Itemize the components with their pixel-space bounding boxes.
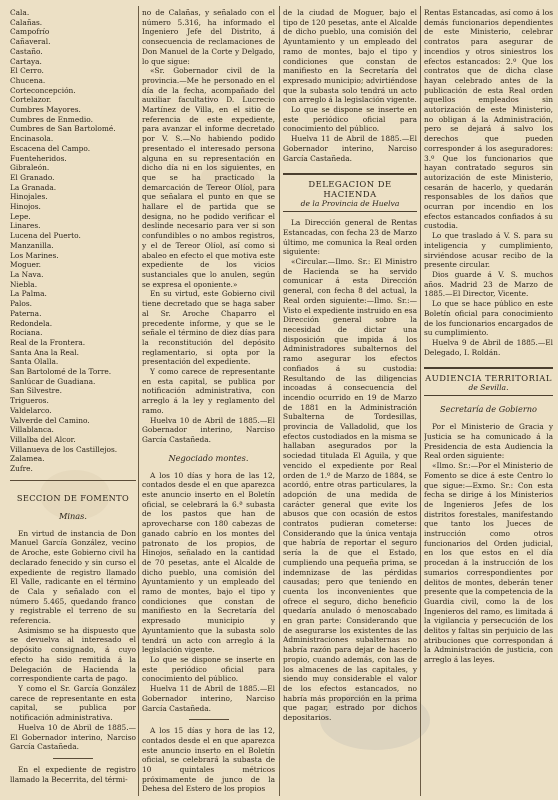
divider	[10, 480, 136, 481]
list-item: Gibraleón.	[10, 163, 50, 173]
subsection-title: Negociado montes.	[168, 452, 249, 463]
paragraph: En su virtud, este Gobierno civil tiene decretado que se haga saber al Sr. Aroche Chaparro el precedente informe, y que se le señale el término de diez días para la reconstitución del depósito reglamentario, si opta por la presentación del expediente.	[142, 289, 275, 367]
list-item: Cala.	[10, 8, 30, 17]
column-3	[283, 8, 417, 796]
list-item: Valverde del Camino.	[10, 415, 90, 425]
paragraph: Y como carece de representante en esta capital, se publica por notificación administrativa, con arreglo á la ley y reglamento del ramo.	[142, 367, 275, 415]
list-item: Palos.	[10, 299, 33, 309]
subsection-title: Secretaría de Gobierno	[440, 404, 537, 415]
paragraph: Lo que traslado á V. S. para su inteligencia y cumplimiento, sirviéndose acusar recibo de la presente circular.	[424, 231, 553, 270]
column-1	[10, 8, 136, 796]
list-item: Hinojales.	[10, 192, 48, 202]
subsection-title: Minas.	[59, 510, 87, 521]
list-item: Manzanilla.	[10, 240, 54, 250]
divider	[189, 719, 229, 720]
list-item: Fuenteheridos.	[10, 153, 67, 163]
paragraph: A los 10 días y hora de las 12, contados desde el en que aparezca este anuncio inserto en el Boletín oficial, se celebrará la 6.ª subasta de los pastos que han de aprovecharse con 180 cabezas de ganado cabrío en los montes del patronato de los propios, de Hinojos, señalado en la cantidad de 70 pesetas, ante el Alcalde de dicho pueblo, una comisión del Ayuntamiento y un empleado del ramo de montes, bajo el tipo y condiciones que constan de manifiesto en la Secretaría del expresado municipio y Ayuntamiento que la subasta solo tendrá un acto con arreglo á la legislación vigente.	[142, 470, 275, 655]
signature-line: Huelva 10 de Abril de 1885.—El Gobernador interino, Narciso García Castañeda.	[142, 415, 275, 444]
paragraph: La Dirección general de Rentas Estancadas, con fecha 23 de Marzo último, me comunica la Real orden siguiente:	[283, 218, 417, 257]
list-item: Linares.	[10, 221, 41, 231]
list-item: Campofrío	[10, 27, 50, 37]
paragraph: «Ilmo. Sr.:—Por el Ministerio de Fomento se dice á este Centro lo que sigue:—Exmo. Sr.: Con esta fecha se dirige á los Ministerios de Ingenieros Jefes de los distritos forestales, manifestando que tanto los Jueces de instrucción como otros funcionarios del Orden judicial, en los que estos en el día procedan á la instrucción de los sumarios correspondientes por delitos de montes, deberán tener presente que la competencia de la Guardia civil, como la de los Ingenieros del ramo, es limitada á la vigilancia y persecución de los delitos y faltas sin perjuicio de las atribuciones que correspondan á la Administración de justicia, con arreglo á las leyes.	[424, 461, 553, 665]
list-item: Real de la Frontera.	[10, 337, 86, 347]
list-item: Moguer.	[10, 260, 41, 270]
list-item: Lucena del Puerto.	[10, 231, 81, 241]
list-item: Villalba del Alcor.	[10, 434, 76, 444]
list-item: Hinojos.	[10, 202, 41, 212]
list-item: La Granada.	[10, 182, 57, 192]
list-item: Calañas.	[10, 17, 43, 27]
list-item: Lepe.	[10, 211, 31, 221]
list-item: Cumbres de Enmedio.	[10, 114, 93, 124]
section-subtitle: de la Provincia de Huelva	[300, 199, 400, 209]
paragraph: A los 15 días y hora de las 12, contados desde el en que aparezca este anuncio inserto en el Boletín oficial, se celebrará la subasta de 10 quintales métricos próximamente de junco de la Dehesa del Estero de los propios	[142, 726, 275, 794]
list-item: Villablanca.	[10, 425, 54, 435]
list-item: Rociana.	[10, 328, 43, 338]
list-item: Cumbres de San Bartolomé.	[10, 124, 116, 134]
municipality-list	[10, 8, 136, 474]
paragraph: Lo que se hace público en este Boletín oficial para conocimiento de los funcionarios encargados de su cumplimiento.	[424, 299, 553, 338]
list-item: Villanueva de los Castillejos.	[10, 444, 118, 454]
list-item: Cañaveral.	[10, 37, 51, 47]
list-item: Paterna.	[10, 308, 42, 318]
list-item: El Cerro.	[10, 66, 44, 76]
paragraph: Lo que se dispone se inserte en este periódico oficial para conocimiento del público.	[142, 655, 275, 684]
paragraph: Dios guarde á V. S. muchos años. Madrid 23 de Marzo de 1885.—El Director, Vicente.	[424, 269, 553, 299]
list-item: Zufre.	[10, 464, 33, 474]
paragraph: En el expediente de registro llamado la Becerrita, del térmi-	[10, 764, 136, 784]
list-item: Zalamea.	[10, 454, 45, 464]
section-header	[283, 173, 417, 212]
list-item: San Silvestre.	[10, 386, 62, 396]
paragraph: Y como el Sr. García González carece de representante en esta capital, se publica por notificación administrativa.	[10, 684, 136, 723]
list-item: Chucena.	[10, 75, 46, 85]
list-item: La Nava.	[10, 269, 44, 279]
list-item: Corteconcepción.	[10, 85, 76, 95]
section-subtitle: de Sevilla.	[468, 383, 509, 393]
paragraph: Rentas Estancadas, así como á los demás funcionarios dependientes de este Ministerio, celebrar contratos para asegurar de incendios y otros siniestros los efectos estancados: 2.º Que los contratos que de dicha clase hayan celebrado antes de la publicación de esta Real orden aquellos empleados sin autorización de este Ministerio, no obligan á la Administración, pero se dejará á salvo los derechos que pueden corresponder á los aseguradores: 3.º Que los funcionarios que hayan contratado seguros sin autorización de este Ministerio, cesarán de hacerlo, y quedarán responsables de los daños que ocurran por incendio en los efectos estancados confiados á su custodia.	[424, 8, 553, 231]
signature-line: Huelva 10 de Abril de 1885.—El Gobernador interino, Narciso García Castañeda.	[10, 722, 136, 752]
paragraph: «Circular.—Ilmo. Sr.: El Ministro de Hacienda se ha servido comunicar á esta Dirección general, con fecha 8 del actual, la Real orden siguiente:—Ilmo. Sr.:—Visto el expediente instruido en esa Dirección general sobre la necesidad de dictar una disposición que impida á los Administradores subalternos del ramo asegurar los efectos confiados á su custodia: Resultando de las diligencias incoadas á consecuencia del incendio ocurrido en 19 de Marzo de 1881 en la Administración Subalterna de Tordesillas, provincia de Valladolid, que los efectos custodiados en la misma se hallaban asegurados por la sociedad titulada El Aguila, y que vencido el expediente por Real orden de 1.º de Marzo de 1884, se acordó, entre otras particulares, la adopción de una medida de carácter general que evite los abusos que con ocasión de estos contratos pudieran cometerse: Considerando que la única ventaja que habría de reportar el seguro sería la de que el Estado, cumpliendo una pequeña prima, se indemnizase de las pérdidas causadas; pero que teniendo en cuenta los inconvenientes que ofrece el seguro, dicho beneficio quedaría anulado ó menoscabado en gran parte: Considerando que de asegurarse los existentes de las Administraciones subalternas no habría razón para dejar de hacerlo propio, cuando además, con las de los almacenes de las capitales, y siendo muy considerable el valor de los efectos estancados, no habría más proporción en la prima que pagar, estrado por dichos depositarios.	[283, 257, 417, 723]
paragraph: Asimismo se ha dispuesto que se devuelva al interesado el depósito consignado, á cuyo efecto ha sido remitida á la Delegación de Hacienda la correspondiente carta de pago.	[10, 625, 136, 684]
signature-line: Huelva 9 de Abril de 1885.—El Delegado, I. Roldán.	[424, 337, 553, 357]
paragraph: Por el Ministerio de Gracia y Justicia se ha comunicado á la Presidencia de esta Audiencia la Real orden siguiente:	[424, 422, 553, 461]
paragraph: Lo que se dispone se inserte en este periódico oficial para conocimiento del público.	[283, 105, 417, 134]
paragraph: En virtud de instancia de Don Manuel García González, vecino de Aroche, este Gobierno civil ha declarado fenecido y sin curso el expediente de registro llamado El Valle, radicante en el término de Cala y señalado con el número 5.465, quedando franco y registrable el terreno de su referencia.	[10, 528, 136, 626]
list-item: San Bartolomé de la Torre.	[10, 367, 112, 377]
column-rule	[279, 6, 280, 796]
column-rule	[138, 6, 139, 796]
column-4	[424, 8, 553, 796]
list-item: Castaño.	[10, 46, 43, 56]
paragraph: «Sr. Gobernador civil de la provincia.—Me he personado en el día de la fecha, acompañado del auxiliar facultativo D. Lucrecio Martínez de Villa, en el sitio de referencia de este expediente, para avanzar el informe decretado por V. S.—No habiendo podido presentado el interesado persona alguna en su representación en dicho día ni en los siguientes, en que se ha practicado la demarcación de Tereor Olíol, para que señalara el punto en que se hallare el de partida que se designa, no he podido verificar el deslinde necesario para ver si son confundibles o no ambos registros, y el de Tereor Olíol, así como si abaleo en efecto el que motiva este expediente de los vicios sustanciales que lo anulen, según se expresa el oponiente.»	[142, 66, 275, 289]
paragraph: no de Calañas, y señalado con el número 5.316, ha informado el Ingeniero Jefe del Distrito, á consecuencia de reclamaciones de Don Manuel de la Corte y Delgado, lo que sigue:	[142, 8, 275, 66]
section-title: SECCION DE FOMENTO	[16, 492, 130, 503]
list-item: Niebla.	[10, 279, 38, 289]
section-header	[424, 367, 553, 396]
column-2	[142, 8, 275, 796]
list-item: Cortelazor.	[10, 95, 52, 105]
list-item: Santa Ana la Real.	[10, 347, 79, 357]
list-item: El Granado.	[10, 172, 55, 182]
paragraph: de la ciudad de Moguer, bajo el tipo de 120 pesetas, ante el Alcalde de dicho pueblo, una comisión del Ayuntamiento y un empleado del ramo de montes, bajo el tipo y condiciones que constan de manifiesto en la Secretaría del expresado municipio; advirtiéndose que la subasta solo tendrá un acto con arreglo á la legislación vigente.	[283, 8, 417, 105]
section-title: AUDIENCIA TERRITORIAL	[425, 373, 552, 384]
signature-line: Huelva 11 de Abril de 1885.—El Gobernador interino, Narciso García Castañeda.	[283, 134, 417, 163]
list-item: Redondela.	[10, 318, 53, 328]
list-item: La Palma.	[10, 289, 47, 299]
list-item: Escacena del Campo.	[10, 143, 91, 153]
list-item: Cartaya.	[10, 56, 42, 66]
list-item: Trigueros.	[10, 396, 49, 406]
list-item: Santa Olalla.	[10, 357, 59, 367]
list-item: Cumbres Mayores.	[10, 105, 81, 115]
divider	[53, 758, 93, 759]
list-item: Encinasola.	[10, 134, 54, 144]
list-item: Sanlúcar de Guadiana.	[10, 376, 96, 386]
signature-line: Huelva 11 de Abril de 1885.—El Gobernador interino, Narciso García Castañeda.	[142, 684, 275, 713]
list-item: Los Marines.	[10, 250, 59, 260]
list-item: Valdelarco.	[10, 405, 52, 415]
section-title: DELEGACION DE HACIENDA	[308, 179, 392, 200]
column-rule	[420, 6, 421, 796]
